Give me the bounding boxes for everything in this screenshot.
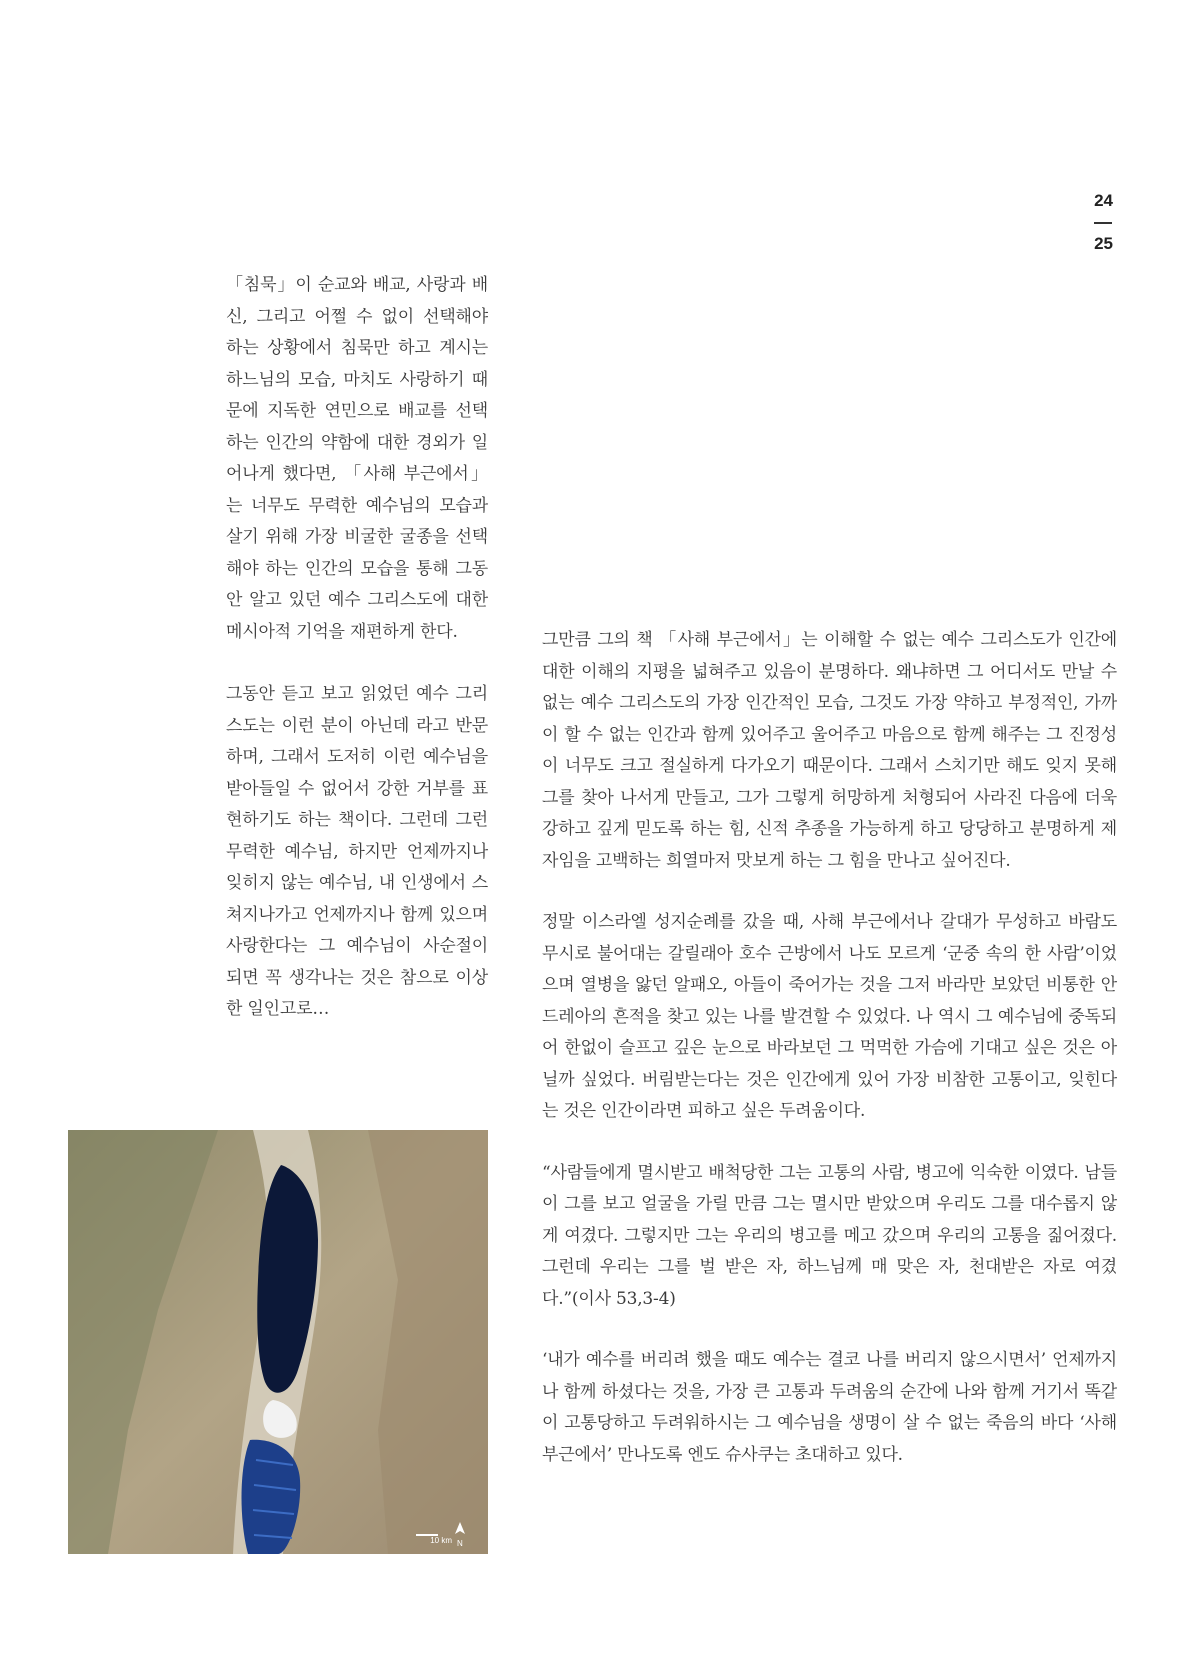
left-paragraph-2: 그동안 듣고 보고 읽었던 예수 그리스도는 이런 분이 아닌데 라고 반문하며, 그래서 도저히 이런 예수님을 받아들일 수 없어서 강한 거부를 표현하기도 하는 책이다. 그런데 그런 무력한 예수님, 하지만 언제까지나 잊히지 않는 예수님, 내 인생에서 스쳐지나가고 언제까지나 함께 있으며 사랑한다는 그 예수님이 사순절이 되면 꼭 생각나는 것은 참으로 이상한 일인고로… (226, 684, 488, 1019)
right-paragraph-1: 그만큼 그의 책 「사해 부근에서」는 이해할 수 없는 예수 그리스도가 인간에 대한 이해의 지평을 넓혀주고 있음이 분명하다. 왜냐하면 그 어디서도 만날 수 없는 예수 그리스도의 가장 인간적인 모습, 그것도 가장 약하고 부정적인, 가까이 할 수 없는 인간과 함께 있어주고 울어주고 마음으로 함께 해주는 그 진정성이 너무도 크고 절실하게 다가오기 때문이다. 그래서 스치기만 해도 잊지 못해 그를 찾아 나서게 만들고, 그가 그렇게 허망하게 처형되어 사라진 다음에 더욱 강하고 깊게 믿도록 하는 힘, 신적 추종을 가능하게 하고 당당하고 분명하게 제자임을 고백하는 희열마저 맛보게 하는 그 힘을 만나고 싶어진다. (542, 630, 1117, 871)
page-number-right: 25 (1094, 234, 1113, 253)
right-paragraph-2: 정말 이스라엘 성지순례를 갔을 때, 사해 부근에서나 갈대가 무성하고 바람도 무시로 불어대는 갈릴래아 호수 근방에서 나도 모르게 ‘군중 속의 한 사람’이었으며 열병을 앓던 알패오, 아들이 죽어가는 것을 그저 바라만 보았던 비통한 안드레아의 흔적을 찾고 있는 나를 발견할 수 있었다. 나 역시 그 예수님에 중독되어 한없이 슬프고 깊은 눈으로 바라보던 그 먹먹한 가슴에 기대고 싶은 것은 아닐까 싶었다. 버림받는다는 것은 인간에게 있어 가장 비참한 고통이고, 잊힌다는 것은 인간이라면 피하고 싶은 두려움이다. (542, 912, 1117, 1121)
scale-label: 10 km (430, 1536, 452, 1545)
right-column-text (542, 625, 1117, 1501)
svg-text:N: N (457, 1539, 463, 1548)
dead-sea-satellite-image (68, 1130, 488, 1554)
left-column-text (226, 270, 488, 1057)
right-paragraph-4: ‘내가 예수를 버리려 했을 때도 예수는 결코 나를 버리지 않으시면서’ 언제까지나 함께 하셨다는 것을, 가장 큰 고통과 두려움의 순간에 나와 함께 거기서 똑같이 고통당하고 두려워하시는 그 예수님을 생명이 살 수 없는 죽음의 바다 ‘사해 부근에서’ 만나도록 엔도 슈사쿠는 초대하고 있다. (542, 1350, 1117, 1465)
left-paragraph-1: 「침묵」이 순교와 배교, 사랑과 배신, 그리고 어쩔 수 없이 선택해야 하는 상황에서 침묵만 하고 계시는 하느님의 모습, 마치도 사랑하기 때문에 지독한 연민으로 배교를 선택하는 인간의 약함에 대한 경외가 일어나게 했다면, 「사해 부근에서」는 너무도 무력한 예수님의 모습과 살기 위해 가장 비굴한 굴종을 선택해야 하는 인간의 모습을 통해 그동안 알고 있던 예수 그리스도에 대한 메시아적 기억을 재편하게 한다. (226, 275, 488, 642)
page-number-left: 24 (1094, 191, 1113, 210)
right-paragraph-3: “사람들에게 멸시받고 배척당한 그는 고통의 사람, 병고에 익숙한 이였다. 남들이 그를 보고 얼굴을 가릴 만큼 그는 멸시만 받았으며 우리도 그를 대수롭지 않게 여겼다. 그렇지만 그는 우리의 병고를 메고 갔으며 우리의 고통을 짊어졌다. 그런데 우리는 그를 벌 받은 자, 하느님께 매 맞은 자, 천대받은 자로 여겼다.”(이사 53,3-4) (542, 1162, 1117, 1309)
page-number-divider (1094, 222, 1112, 224)
